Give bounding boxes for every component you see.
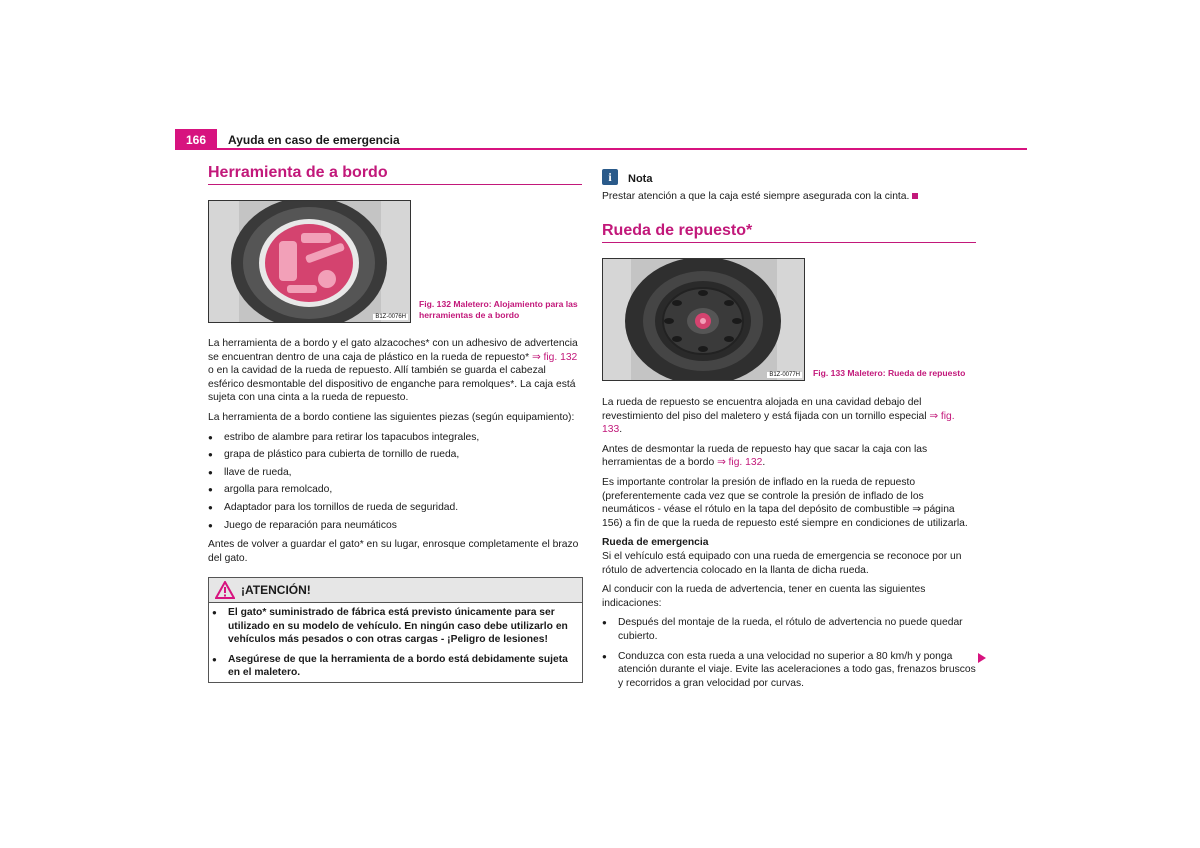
figure-code: B1Z-0076H [375, 314, 406, 320]
list-item: ● llave de rueda, [208, 466, 582, 480]
note-title: Nota [628, 173, 653, 185]
list-item: ● Después del montaje de la rueda, el rótulo de advertencia no puede quedar cubierto. [602, 616, 976, 643]
figure-reference-link[interactable]: ⇒ fig. 132 [532, 351, 578, 363]
warning-triangle-icon [215, 581, 235, 599]
left-body [208, 337, 582, 571]
paragraph: Es importante controlar la presión de inflado en la rueda de repuesto (preferentemente cada vez que se controle la presión de inflado de los neumáticos - véase el rótulo en la tapa del depósito de combustible ⇒ página 156) a fin de que la rueda de repuesto esté siempre en condiciones de utilizarla. [602, 476, 968, 529]
warning-header [209, 578, 582, 603]
list-item: ● Juego de reparación para neumáticos [208, 519, 582, 533]
next-page-arrow-icon[interactable] [978, 653, 986, 663]
paragraph: Antes de volver a guardar el gato* en su lugar, enrosque completamente el brazo del gato. [208, 539, 579, 564]
subheading: Rueda de emergencia [602, 537, 709, 549]
warning-title: ¡ATENCIÓN! [241, 583, 311, 597]
warning-box [208, 577, 583, 683]
figure-caption: Fig. 133 Maletero: Rueda de repuesto [813, 368, 966, 378]
header-title: Ayuda en caso de emergencia [228, 133, 400, 147]
warning-body [209, 603, 582, 682]
heading-rule [602, 242, 976, 243]
list-item: ● Conduzca con esta rueda a una velocidad no superior a 80 km/h y ponga atención durante el viaje. Evite las aceleraciones a todo gas, frenazos bruscos y recorridos a gran velocidad por curvas. [602, 650, 976, 691]
paragraph: Antes de desmontar la rueda de repuesto hay que sacar la caja con las herramientas de a bordo ⇒ fig. 132. [602, 443, 928, 469]
paragraph: Al conducir con la rueda de advertencia, tener en cuenta las siguientes indicaciones: [602, 584, 926, 609]
paragraph: Si el vehículo está equipado con una rueda de emergencia se reconoce por un rótulo de advertencia colocado en la llanta de dicha rueda. [602, 550, 962, 576]
figure-tool-kit [208, 200, 411, 323]
list-item: ● grapa de plástico para cubierta de tornillo de rueda, [208, 448, 582, 462]
page-number: 166 [175, 129, 217, 149]
info-icon: i [602, 169, 618, 185]
list-item: ● Adaptador para los tornillos de rueda de seguridad. [208, 501, 582, 515]
end-square-icon [912, 193, 918, 199]
paragraph: La herramienta de a bordo y el gato alzacoches* con un adhesivo de advertencia se encuentran dentro de una caja de plástico en la rueda de repuesto* ⇒ fig. 132 o en la cavidad de la rueda de repuesto. Allí también se guarda el cabezal esférico desmontable del dispositivo de enganche para remolques*. La caja está sujeta con una cinta a la rueda de repuesto. [208, 338, 578, 404]
figure-code: B1Z-0077H [769, 372, 800, 378]
heading-rule [208, 184, 582, 185]
list-item: ● estribo de alambre para retirar los tapacubos integrales, [208, 431, 582, 445]
paragraph: La rueda de repuesto se encuentra alojada en una cavidad debajo del revestimiento del piso del maletero y está fijada con un tornillo especial ⇒ fig. 133. [602, 397, 955, 436]
list-item: ● argolla para remolcado, [208, 483, 582, 497]
section-heading-tools: Herramienta de a bordo [208, 164, 388, 181]
warning-item: ● El gato* suministrado de fábrica está previsto únicamente para ser utilizado en su modelo de vehículo. En ningún caso debe utilizarlo en vehículos más pesados o con otras cargas - ¡Peligro de lesiones! [212, 606, 579, 647]
section-heading-spare-wheel: Rueda de repuesto* [602, 222, 753, 239]
warning-item: ● Asegúrese de que la herramienta de a bordo está debidamente sujeta en el maletero. [212, 653, 579, 680]
figure-spare-wheel [602, 258, 805, 381]
right-body [602, 396, 976, 694]
figure-reference-link[interactable]: ⇒ fig. 132 [717, 457, 763, 469]
paragraph: La herramienta de a bordo contiene las siguientes piezas (según equipamiento): [208, 411, 575, 423]
note-text: Prestar atención a que la caja esté siempre asegurada con la cinta. [602, 190, 976, 204]
header-rule [175, 148, 1027, 150]
figure-reference-link[interactable]: ⇒ fig. 133 [602, 410, 955, 436]
figure-caption: Fig. 132 Maletero: Alojamiento para las herramientas de a bordo [419, 299, 578, 320]
